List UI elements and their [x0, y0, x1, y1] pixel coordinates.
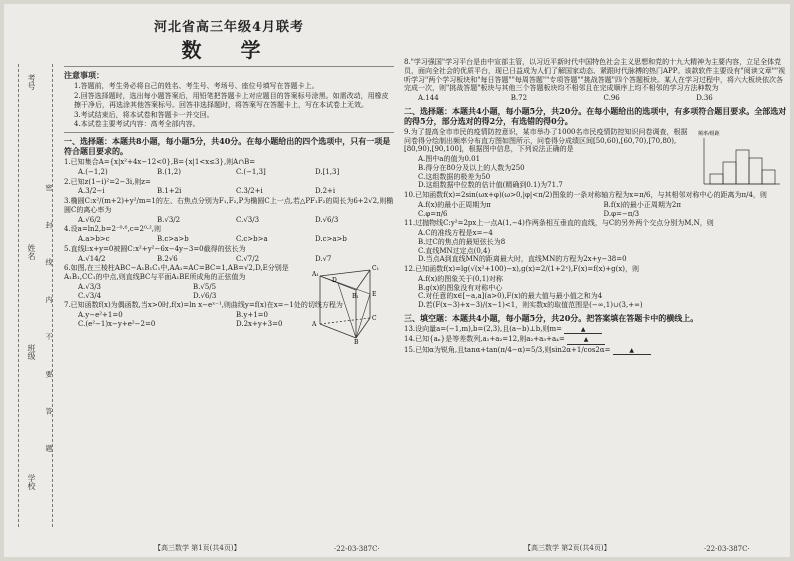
left-page: [64, 14, 394, 345]
question-5: 5.直线l:x+y=0被圆C:x²+y²−6x−4y−3=0截得的弦长为: [64, 244, 246, 253]
notice-item: 3.考试结束后，将本试卷和答题卡一并交回。: [74, 110, 214, 119]
label-a: A: [312, 321, 317, 329]
question-6: 6.如图,在三棱柱ABC−A₁B₁C₁中,AA₁=AC=BC=1,AB=√2,D,E分别是A₁B₁,CC₁的中点,则直线BC与平面A₁BE所成角的正弦值为: [64, 264, 289, 281]
option: D.√6/3: [315, 215, 339, 224]
binding-margin: [4, 4, 62, 557]
option: A.C的准线方程是x=−4: [418, 229, 493, 237]
right-page: [404, 14, 789, 356]
notice-item: 2.回答选择题时，选出每小题答案后，用铅笔把答题卡上对应题目的答案标号涂黑。如需改动，用橡皮擦干净后，再选涂其他答案标号。回答非选择题时，将答案写在答题卡上，写在本试卷上无效。: [74, 92, 389, 109]
option: B.72: [510, 94, 528, 102]
notice-title: 注意事项：: [64, 70, 104, 81]
option: B.√3/2: [157, 215, 181, 224]
option: C.c>b>a: [236, 235, 268, 243]
option: B.g(x)的图象没有对称中心: [418, 283, 503, 292]
question-14: 14.已知{aₙ}是等差数列,a₁+a₂=12,则a₂+a₃+a₄= ▲: [404, 335, 789, 345]
option: B.c>a>b: [157, 235, 189, 243]
option: D.2x+y+3=0: [236, 319, 283, 328]
question-12: 12.已知函数f(x)=lg(√(x²+100)−x),g(x)=2/(1+2ˣ),F(x)=f(x)+g(x)，则: [404, 265, 640, 273]
left-page-footer: 【高三数学 第1页(共4页)】: [154, 544, 241, 552]
option: A.√3/3: [78, 282, 102, 291]
question-1: 1.已知集合A={x|x²+4x−12<0},B={x|1<x≤3},则A∩B=: [64, 158, 256, 166]
option: C.(−1,3]: [236, 167, 266, 176]
answer-blank: ▲: [613, 347, 651, 356]
exam-no-label: 考号: [27, 74, 36, 90]
option: A.(−1,2): [78, 167, 108, 176]
option: C.φ=π/6: [418, 209, 448, 218]
option: A.f(x)的图象关于(0,1)对称: [418, 274, 503, 283]
option: C.√3/4: [78, 291, 102, 300]
option: B.得分在80分及以上的人数为250: [418, 163, 525, 172]
question-7: 7.已知函数f(x)为偶函数,当x>0时,f(x)=ln x−eˣ⁻¹,则曲线y=f(x)在x=−1处的切线方程为: [64, 301, 343, 310]
histogram-title: 频率/组距: [698, 130, 720, 137]
question-9: 9.为了提高全市市民的疫情防控意识，某市举办了1000名市民疫情防控知识问卷调查，根据问卷得分绘制出频率分布直方图如图所示，问卷得分成绩区间[50,60),[60,70),[70,80),[80,90),[90,100]，根据图中信息，下列说法正确的是: [404, 127, 688, 154]
option: A.f(x)的最小正周期为π: [418, 200, 491, 209]
option: C.96: [603, 94, 620, 102]
question-2: 2.已知z(1−i)²=2−3i,则z=: [64, 177, 151, 186]
label-c1: C₁: [372, 265, 379, 273]
option: A.√14/2: [78, 254, 106, 263]
label-c: C: [372, 315, 377, 323]
question-15: 15.已知α为锐角,且tanα+tan(π/4−α)=5/3,则sin2α+1/cos2α= ▲: [404, 346, 789, 356]
question-13: 13.设向量a=(−1,m),b=(2,3),且(a−b)⊥b,则m= ▲: [404, 325, 789, 335]
option: B.(1,2): [157, 167, 181, 176]
question-4: 4.设a=ln2,b=2⁻⁰·⁶,c=2⁰·²,则: [64, 225, 162, 234]
left-page-code: ·22-03-387C·: [334, 545, 380, 553]
option: D.c>a>b: [315, 235, 347, 243]
class-label: 班级: [27, 344, 36, 360]
question-11: 11.过抛物线C:y²=2px上一点A(1,−4)作两条相互垂直的直线，与C的另外两个交点分别为M,N，则: [404, 219, 714, 228]
label-b1: B₁: [352, 293, 359, 301]
option: A.图中a的值为0.01: [418, 155, 481, 163]
histogram-bar: [710, 174, 723, 184]
notice-item: 1.答题前，考生务必将自己的姓名、考生号、考场号、座位号填写在答题卡上。: [74, 82, 319, 91]
exam-sheet: [4, 4, 790, 557]
section2-title: 二、选择题：本题共4小题，每小题5分，共20分。在每小题给出的选项中，有多项符合题目要求。全部选对的得5分，部分选对的得2分，有选错的得0分。: [404, 105, 787, 126]
option: D.若(F(x−3)+x−3)/(x−1)<1，则实数x的取值范围是(−∞,1)∪(3,+∞): [418, 301, 643, 309]
question-3: 3.椭圆C:x²/(m+2)+y²/m=1的左、右焦点分别为F₁,F₂,P为椭圆C上一点,若△PF₁F₂的周长为6+2√2,则椭圆C的离心率为: [64, 197, 394, 214]
subject-title: 数 学: [181, 38, 277, 63]
exam-title: 河北省高三年级4月联考: [153, 20, 305, 35]
option: B.1+2i: [157, 187, 182, 196]
option: D.36: [696, 94, 713, 102]
seal-line-note: 密 封 线 内 不 要 答 题: [45, 184, 53, 466]
option: D.这组数据中位数的估计值(精确到0.1)为71.7: [418, 181, 563, 190]
fill-line: [18, 64, 19, 527]
option: D.[1,3]: [315, 167, 340, 176]
option: A.√6/2: [78, 215, 102, 224]
name-label: 姓名: [27, 244, 36, 260]
option: D.φ=−π/3: [603, 209, 640, 218]
option: A.y−e²+1=0: [78, 311, 123, 319]
label-a1: A₁: [312, 271, 319, 279]
option: A.3/2−i: [78, 187, 105, 196]
option: D.2+i: [315, 187, 336, 196]
histogram-bar: [749, 158, 762, 184]
section1-title: 一、选择题：本题共8小题，每小题5分，共40分。在每小题给出的四个选项中，只有一项是符合题目要求的。: [64, 136, 391, 156]
option: D.√6/3: [193, 291, 217, 300]
option: D.√7: [315, 254, 332, 263]
option: C.(e²−1)x−y+e²−2=0: [78, 319, 156, 328]
prism-figure: [312, 264, 392, 344]
option: A.144: [418, 94, 439, 102]
label-b: B: [354, 339, 359, 345]
histogram-figure: [696, 128, 784, 194]
histogram-bar: [723, 162, 736, 184]
answer-blank: ▲: [564, 326, 602, 335]
option: C.对任意的x∈[−a,a](a>0),F(x)的最大值与最小值之和为4: [418, 292, 603, 301]
option: B.2√6: [157, 254, 178, 263]
option: C.√3/3: [236, 215, 260, 224]
school-label: 学校: [27, 474, 36, 490]
option: B.√5/5: [193, 282, 217, 291]
option: C.直线MN过定点(0,4): [418, 246, 491, 255]
option: C.这组数据的极差为50: [418, 172, 491, 181]
option: B.f(x)的最小正周期为2π: [603, 200, 681, 209]
answer-blank: ▲: [567, 336, 605, 345]
option: C.3/2+i: [236, 187, 263, 196]
label-d: D: [332, 277, 337, 285]
label-e: E: [372, 291, 377, 299]
histogram-bar: [762, 170, 775, 184]
option: B.y+1=0: [236, 311, 268, 319]
option: C.√7/2: [236, 254, 260, 263]
notice-item: 4.本试卷主要考试内容：高考全部内容。: [74, 120, 200, 129]
histogram-bar: [736, 150, 749, 184]
right-page-footer: 【高三数学 第2页(共4页)】: [524, 544, 611, 552]
section3-title: 三、填空题：本题共4小题，每小题5分，共20分。把答案填在答题卡中的横线上。: [404, 312, 699, 323]
option: A.a>b>c: [78, 235, 110, 243]
question-10: 10.已知函数f(x)=2sin(ωx+φ)(ω>0,|φ|<π/2)图象的一条对称轴方程为x=π/6，与其相邻对称中心的距离为π/4，则: [404, 191, 767, 199]
right-page-code: ·22-03-387C·: [704, 545, 750, 553]
option: D.当点A到直线MN的距离最大时，直线MN的方程为2x+y−38=0: [418, 255, 627, 264]
question-8: 8."学习强国"学习平台是由中宣部主管，以习近平新时代中国特色社会主义思想和党的十九大精神为主要内容，立足全体党员，面向全社会的优质平台，现已日益成为人们了解国家动态、紧跟时代脉搏的热门APP。该款软件主要设有"阅读文章""视听学习"两个学习板块和"每日答题""每周答题""专项答题""挑战答题"四个答题板块。某人在学习过程中，将六大板块依次各完成一次，则"挑战答题"板块与其他三个答题板块均不相邻且在完成顺序上均不相邻的学习方法种数为: [404, 58, 786, 93]
option: B.过C的焦点的最短弦长为8: [418, 237, 506, 246]
